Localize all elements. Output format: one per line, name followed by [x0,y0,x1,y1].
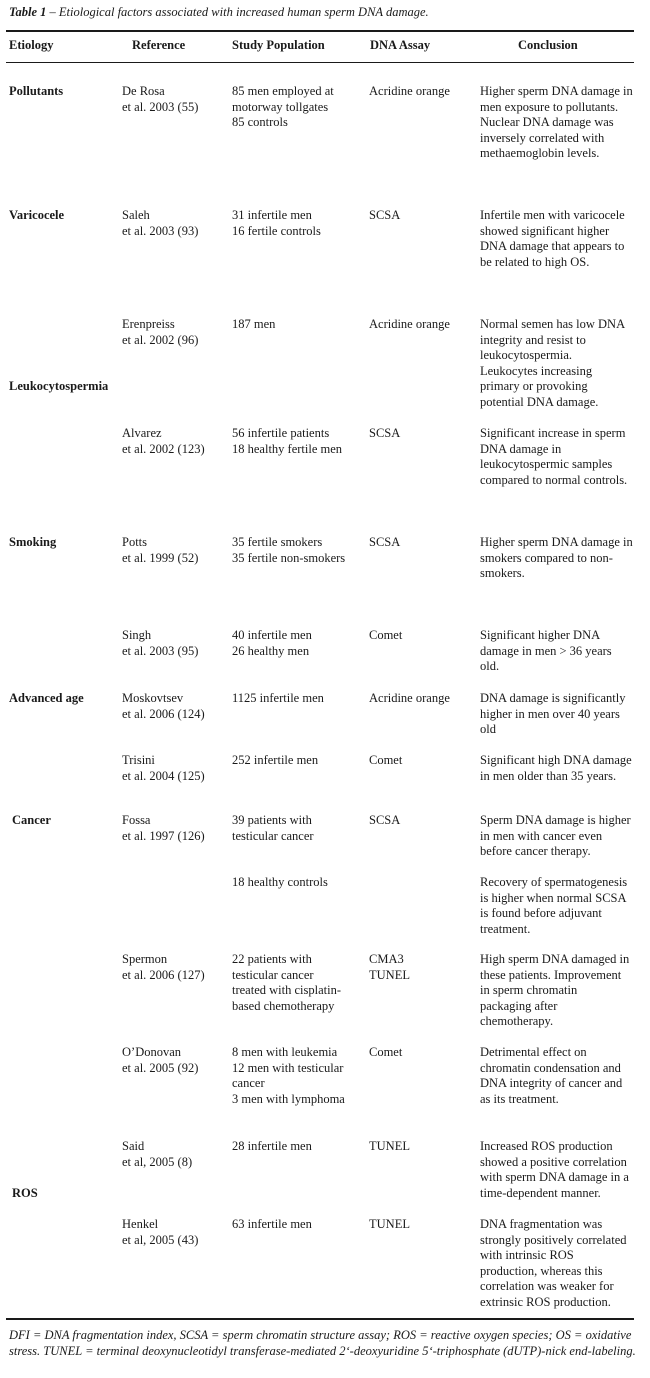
table-cell-conclusion: Significant increase in sperm DNA damage in leukocytospermic samples compared to normal controls. [480,426,628,487]
header-conclusion: Conclusion [518,38,578,52]
header-reference: Reference [132,38,186,52]
table-cell-population: 8 men with leukemia 12 men with testicular cancer 3 men with lymphoma [232,1045,345,1106]
table-caption-label: Table 1 [9,5,47,19]
etiology-advanced-age: Advanced age [9,691,84,705]
table-cell-reference: O’Donovan et al. 2005 (92) [122,1045,199,1075]
table-cell-population: 187 men [232,317,276,331]
table-cell-conclusion: Normal semen has low DNA integrity and resist to leukocytospermia. Leukocytes increasing primary or provoking potential DNA damage. [480,317,626,409]
table-cell-reference: Trisini et al. 2004 (125) [122,753,205,783]
table-caption [9,4,641,20]
table-cell-reference: Potts et al. 1999 (52) [122,535,199,565]
table-cell-reference: Said et al, 2005 (8) [122,1139,193,1169]
etiology-smoking: Smoking [9,535,57,549]
table-cell-population: 40 infertile men 26 healthy men [232,628,312,658]
table-cell-assay: Acridine orange [369,317,450,331]
table-cell-reference: Fossa et al. 1997 (126) [122,813,205,843]
table-cell-assay: TUNEL [369,1139,410,1153]
table-cell-conclusion: DNA fragmentation was strongly positively correlated with intrinsic ROS production, whereas this correlation was weaker for extrinsic ROS production. [480,1217,627,1309]
table-cell-population: 85 men employed at motorway tollgates 85 controls [232,84,334,129]
header-etiology: Etiology [9,38,54,52]
table-cell-reference: Erenpreiss et al. 2002 (96) [122,317,199,347]
header-study-population: Study Population [232,38,325,52]
table-cell-assay: TUNEL [369,1217,410,1231]
etiology-varicocele: Varicocele [9,208,65,222]
table-cell-conclusion: Significant high DNA damage in men older than 35 years. [480,753,632,783]
table-cell-population: 1125 infertile men [232,691,324,705]
table-cell-reference: Henkel et al, 2005 (43) [122,1217,199,1247]
etiology-ros: ROS [12,1186,38,1200]
table-header-rule [6,62,634,63]
table-cell-population: 28 infertile men [232,1139,312,1153]
table-bottom-rule [6,1318,634,1320]
table-cell-reference: Spermon et al. 2006 (127) [122,952,205,982]
etiology-pollutants: Pollutants [9,84,64,98]
table-cell-conclusion: Significant higher DNA damage in men > 36 years old. [480,628,612,673]
table-cell-reference: De Rosa et al. 2003 (55) [122,84,199,114]
table-cell-assay: Acridine orange [369,691,450,705]
table-cell-conclusion: DNA damage is significantly higher in men over 40 years old [480,691,626,736]
table-cell-conclusion: Infertile men with varicocele showed significant higher DNA damage that appears to be related to high OS. [480,208,625,269]
table-top-rule [6,30,634,32]
table-cell-assay: Comet [369,753,403,767]
table-cell-population: 63 infertile men [232,1217,312,1231]
table-cell-reference: Moskovtsev et al. 2006 (124) [122,691,205,721]
table-cell-population: 56 infertile patients 18 healthy fertile men [232,426,343,456]
table-cell-population: 22 patients with testicular cancer treated with cisplatin- based chemotherapy [232,952,341,1013]
etiology-leukocytospermia: Leukocytospermia [9,379,109,393]
table-cell-assay: SCSA [369,813,401,827]
table-cell-conclusion: Higher sperm DNA damage in men exposure to pollutants. Nuclear DNA damage was inversely correlated with methaemoglobin levels. [480,84,633,160]
table-cell-conclusion: Sperm DNA damage is higher in men with cancer even before cancer therapy. [480,813,631,858]
table-cell-conclusion: Higher sperm DNA damage in smokers compared to non- smokers. [480,535,633,580]
table-cell-assay: Comet [369,1045,403,1059]
table-cell-population: 252 infertile men [232,753,319,767]
table-footnote: DFI = DNA fragmentation index, SCSA = sperm chromatin structure assay; ROS = reactive oxygen species; OS = oxidative stress. TUNEL = terminal deoxynucleotidyl transferase-mediated 2‘-deoxyuridine 5‘-triphosphate (dUTP)-nick end-labeling. [9,1328,636,1358]
table-cell-population: 31 infertile men 16 fertile controls [232,208,321,238]
table-cell-reference: Alvarez et al. 2002 (123) [122,426,205,456]
table-cell-conclusion: Detrimental effect on chromatin condensation and DNA integrity of cancer and as its treatment. [480,1045,623,1106]
table-cell-assay: Acridine orange [369,84,450,98]
header-dna-assay: DNA Assay [370,38,431,52]
table-caption-text: – Etiological factors associated with increased human sperm DNA damage. [46,5,429,19]
table-cell-reference: Singh et al. 2003 (95) [122,628,199,658]
table-cell-conclusion: High sperm DNA damaged in these patients. Improvement in sperm chromatin packaging after chemotherapy. [480,952,630,1028]
table-cell-population: 35 fertile smokers 35 fertile non-smokers [232,535,346,565]
table-cell-population: 39 patients with testicular cancer [232,813,314,843]
table-cell-assay: SCSA [369,535,401,549]
table-cell-population: 18 healthy controls [232,875,328,889]
table-cell-assay: SCSA [369,426,401,440]
table-cell-assay: Comet [369,628,403,642]
table-cell-assay: SCSA [369,208,401,222]
table-cell-conclusion: Increased ROS production showed a positive correlation with sperm DNA damage in a time-dependent manner. [480,1139,629,1200]
etiology-cancer: Cancer [12,813,51,827]
table-cell-assay: CMA3 TUNEL [369,952,410,982]
table-cell-reference: Saleh et al. 2003 (93) [122,208,199,238]
table-cell-conclusion: Recovery of spermatogenesis is higher when normal SCSA is found before adjuvant treatment. [480,875,628,936]
